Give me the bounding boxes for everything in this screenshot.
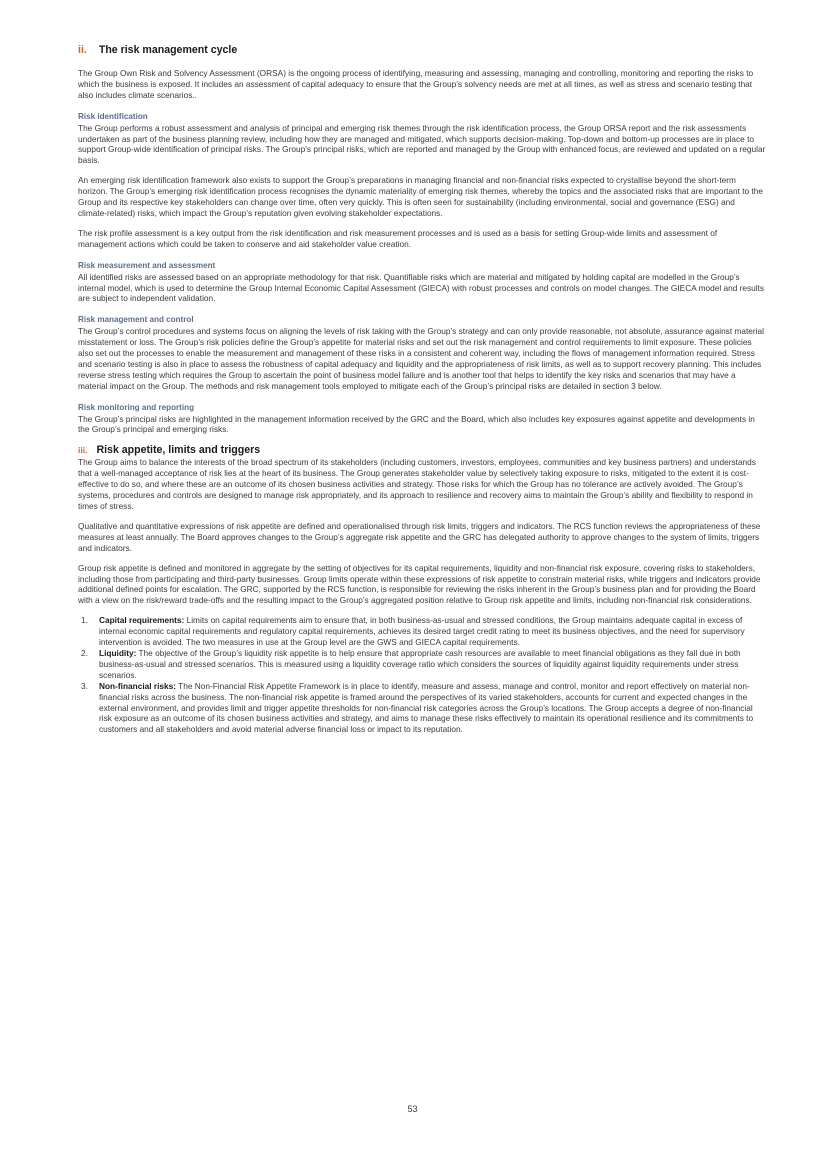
- list-item-number: 1.: [81, 615, 88, 626]
- list-item-text: The objective of the Group’s liquidity risk appetite is to help ensure that appropriate cash resources are available to meet financial obligations as they fall due in both business-as-usual and stressed scenarios. This is measured using a liquidity coverage ratio which considers the sources of liquidity against liquidity requirements under stress scenarios.: [99, 647, 741, 680]
- risk-management-paragraph: The Group’s control procedures and systems focus on aligning the levels of risk taking with the Group’s strategy and can only provide reasonable, not absolute, assurance against material misstatement or loss. The Group’s risk policies define the Group’s appetite for material risks and set out the risk management and control requirements to limit exposure. These policies also set out the processes to enable the measurement and management of these risks in a consistent and coherent way, including the flows of management information required. Stress and scenario testing is also in place to assess the robustness of capital adequacy and liquidity and the appropriateness of risk limits, as well as to support recovery planning. This includes reverse stress testing which requires the Group to ascertain the point of business model failure and is another tool that helps to identify the key risks and scenarios that may have a material impact on the Group. The methods and risk management tools employed to mitigate each of the Group’s principal risks are detailed in section 3 below.: [78, 326, 764, 391]
- subheading-risk-identification: Risk identification: [78, 111, 148, 121]
- list-item-number: 2.: [81, 647, 88, 658]
- risk-appetite-paragraph-2: Qualitative and quantitative expressions of risk appetite are defined and operationalised through risk limits, triggers and indicators. The RCS function reviews the appropriateness of these measures at least annually. The Board approves changes to the Group’s aggregate risk appetite and the GRC has delegated authority to approve changes to the system of limits, triggers and indicators.: [78, 520, 761, 553]
- section-number: ii.: [78, 44, 87, 56]
- list-item: [78, 681, 766, 736]
- list-item-text: Limits on capital requirements aim to ensure that, in both business-as-usual and stressed conditions, the Group maintains adequate capital in excess of internal economic capital requirements and regulatory capital requirements, achieves its desired target credit rating to meet its business objectives, and the need for supervisory intervention is avoided. The two measures in use at the Group level are the GWS and GIECA capital requirements.: [99, 615, 745, 648]
- section-number: iii.: [78, 445, 88, 456]
- risk-identification-paragraph-1: The Group performs a robust assessment and analysis of principal and emerging risk themes through the risk identification process, the Group ORSA report and the risk assessments undertaken as part of the business planning review, including how they are managed and mitigated, which supports decision-making. Top-down and bottom-up processes are in place to support Group-wide identification of principal risks. The Group’s principal risks, which are reported and managed by the Group with enhanced focus, are reviewed and updated on a regular basis.: [78, 122, 766, 166]
- list-item-label: Capital requirements:: [99, 615, 185, 626]
- page-number: 53: [407, 1104, 418, 1114]
- risk-monitoring-paragraph: The Group’s principal risks are highlighted in the management information received by the GRC and the Board, which also includes key exposures against appetite and developments in the Group’s principal and emerging risks.: [78, 413, 755, 435]
- list-item-label: Liquidity:: [99, 647, 137, 658]
- risk-identification-paragraph-2: An emerging risk identification framework also exists to support the Group’s preparations in managing financial and non-financial risks expected to crystallise beyond the short-term horizon. The Group’s emerging risk identification process recognises the dynamic materiality of emerging risk themes, whereby the topics and the associated risks that are important to the Group and its respective key stakeholders can change over time, often very quickly. This is often seen for sustainability (including environmental, social and governance (ESG) and climate-related) risks, which impact the Group’s reputation given evolving stakeholder expectations.: [78, 175, 763, 218]
- list-item: [78, 615, 766, 648]
- subheading-risk-management: Risk management and control: [78, 315, 194, 325]
- intro-paragraph: The Group Own Risk and Solvency Assessment (ORSA) is the ongoing process of identifying, measuring and assessing, managing and controlling, monitoring and reporting the risks to which the business is exposed. It includes an assessment of capital adequacy to ensure that the Group’s solvency needs are met at all times, as well as stress and scenario testing that also includes climate scenarios..: [78, 68, 754, 100]
- risk-appetite-paragraph-3: Group risk appetite is defined and monitored in aggregate by the setting of objectives for its capital requirements, liquidity and non-financial risk exposure, covering risks to stakeholders, including those from participating and third-party businesses. Group limits operate within these expressions of risk appetite to constrain material risks, while triggers and indicators provide additional defined points for escalation. The GRC, supported by the RCS function, is responsible for reviewing the risks inherent in the Group’s business plan and for providing the Board with a view on the risk/reward trade-offs and the resulting impact to the Group’s aggregated position relative to Group risk appetite and limits, including non-financial risk considerations.: [78, 562, 761, 606]
- list-item: [78, 648, 766, 681]
- list-item-label: Non-financial risks:: [99, 680, 176, 691]
- section-heading-risk-management-cycle: [78, 44, 766, 56]
- section-title: The risk management cycle: [98, 44, 238, 56]
- section-title: Risk appetite, limits and triggers: [96, 444, 261, 457]
- subheading-risk-measurement: Risk measurement and assessment: [78, 260, 216, 270]
- list-item-number: 3.: [81, 680, 88, 691]
- subheading-risk-monitoring: Risk monitoring and reporting: [78, 402, 195, 412]
- risk-measurement-paragraph: All identified risks are assessed based on an appropriate methodology for that risk. Quantifiable risks which are material and mitigated by holding capital are modelled in the Group’s internal model, which is used to determine the Group Internal Economic Capital Assessment (GIECA) with robust processes and controls on model changes. The GIECA model and results are subject to independent validation.: [78, 271, 765, 304]
- section-heading-risk-appetite: [78, 444, 766, 456]
- document-page: [78, 44, 766, 735]
- risk-appetite-paragraph-1: The Group aims to balance the interests of the broad spectrum of its stakeholders (including customers, investors, employees, communities and key business partners) and understands that a well-managed acceptance of risk lies at the heart of its business. The Group generates stakeholder value by selectively taking exposure to risks, mitigated to the extent it is cost-effective to do so, and where these are an outcome of its chosen business activities and strategy. Those risks for which the Group has no tolerance are actively avoided. The Group’s systems, procedures and controls are designed to manage risk appropriately, and its approach to resilience and recovery aims to maintain the Group’s ability and flexibility to respond in times of stress.: [78, 457, 756, 511]
- risk-identification-paragraph-3: The risk profile assessment is a key output from the risk identification and risk measurement processes and is used as a basis for setting Group-wide limits and assessment of management actions which could be taken to conserve and aid stakeholder value creation.: [78, 227, 718, 249]
- list-item-text: The Non-Financial Risk Appetite Framework is in place to identify, measure and assess, manage and control, monitor and report effectively on material non-financial risks across the business. The non-financial risk appetite is framed around the perspectives of its varied stakeholders, accounts for current and expected changes in the external environment, and provides limit and trigger appetite thresholds for non-financial risk categories across the Group’s locations. The Group accepts a degree of non-financial risk exposure as an outcome of its chosen business activities and strategy, and aims to manage these risks effectively to maintain its operational resilience and its commitments to customers and all stakeholders and avoid material adverse financial loss or impact to its reputation.: [99, 680, 754, 735]
- risk-appetite-list: [78, 615, 766, 735]
